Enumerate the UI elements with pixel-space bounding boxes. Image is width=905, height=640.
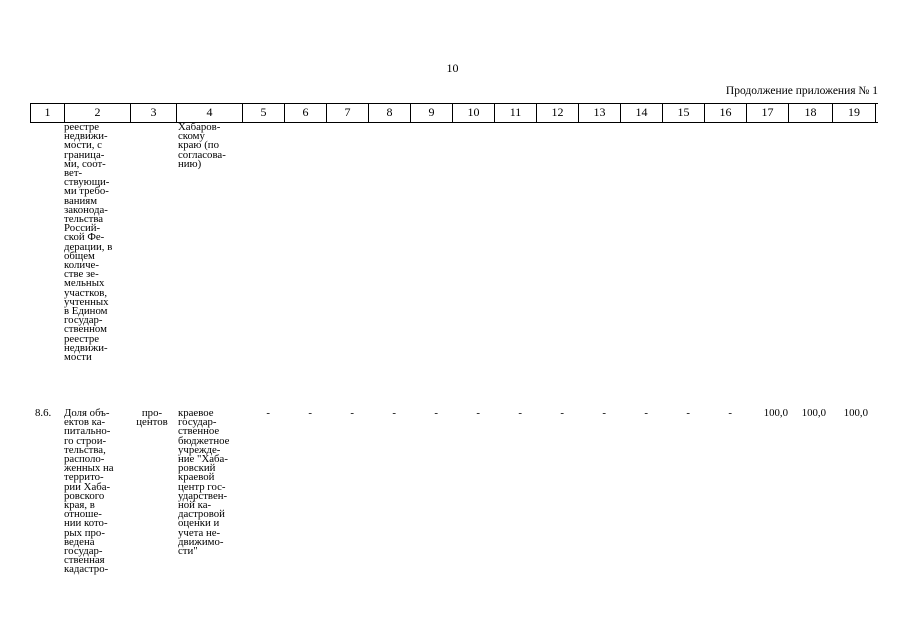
- column-header-15: 15: [662, 104, 704, 122]
- column-header-10: 10: [452, 104, 494, 122]
- row-2-value-col9: -: [434, 407, 438, 419]
- row-1-responsible: Хабаров- скому краю (по согласова- нию): [178, 121, 226, 170]
- row-2-value-col17: 100,0: [763, 407, 788, 419]
- table-header-row: [30, 103, 878, 123]
- column-header-6: 6: [284, 104, 326, 122]
- column-header-17: 17: [746, 104, 788, 122]
- row-2-value-col7: -: [350, 407, 354, 419]
- column-header-1: 1: [30, 104, 64, 122]
- row-2-value-col14: -: [644, 407, 648, 419]
- column-header-5: 5: [242, 104, 284, 122]
- appendix-continuation-label: Продолжение приложения № 1: [725, 85, 878, 97]
- row-2-value-col11: -: [518, 407, 522, 419]
- column-header-13: 13: [578, 104, 620, 122]
- row-2-value-col8: -: [392, 407, 396, 419]
- row-2-value-col15: -: [686, 407, 690, 419]
- column-header-18: 18: [788, 104, 832, 122]
- row-2-value-col6: -: [308, 407, 312, 419]
- column-header-14: 14: [620, 104, 662, 122]
- page-number: 10: [446, 61, 459, 75]
- column-header-7: 7: [326, 104, 368, 122]
- column-header-4: 4: [176, 104, 242, 122]
- row-2-number: 8.6.: [35, 407, 52, 419]
- row-2-value-col16: -: [728, 407, 732, 419]
- column-header-12: 12: [536, 104, 578, 122]
- column-header-16: 16: [704, 104, 746, 122]
- row-2-value-col12: -: [560, 407, 564, 419]
- row-2-value-col18: 100,0: [801, 407, 826, 419]
- row-2-value-col10: -: [476, 407, 480, 419]
- row-2-responsible: краевое государ- ственное бюджетное учрежде- ние "Хаба- ровский краевой центр гос- ударствен- ной ка- дастровой оценки и учета не- движимо- сти": [178, 407, 230, 558]
- column-header-8: 8: [368, 104, 410, 122]
- column-header-3: 3: [130, 104, 176, 122]
- row-2-value-col13: -: [602, 407, 606, 419]
- row-2-value-col5: -: [266, 407, 270, 419]
- column-header-2: 2: [64, 104, 130, 122]
- column-header-19: 19: [832, 104, 876, 122]
- row-1-indicator-name: реестре недвижи- мости, с граница- ми, соот- вет- ствующи- ми требо- ваниям законода- тельства Россий- ской Фе- дерации, в общем количе- стве зе- мельных участков, учтенных в Едином государ- ственном реестре недвижи- мости: [64, 121, 113, 364]
- row-2-value-col19: 100,0: [843, 407, 868, 419]
- column-header-11: 11: [494, 104, 536, 122]
- column-header-9: 9: [410, 104, 452, 122]
- row-2-indicator-name: Доля объ- ектов ка- питально- го строи- тельства, располо- женных на террито- рии Хаба- ровского края, в отноше- нии кото- рых про- ведена государ- ственная кадастро-: [64, 407, 114, 576]
- row-2-unit: про- центов: [136, 407, 168, 429]
